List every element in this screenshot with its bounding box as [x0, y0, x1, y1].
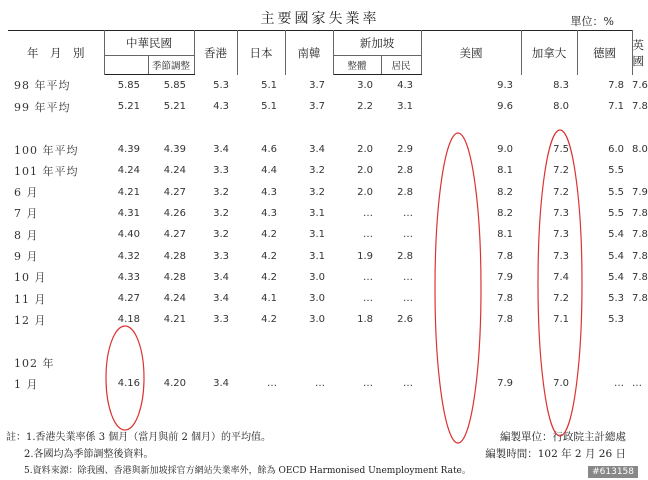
table-cell: 3.2: [213, 229, 229, 241]
table-cell: …: [403, 271, 413, 283]
table-cell: 5.5: [608, 186, 624, 198]
table-cell: 4.20: [163, 378, 186, 390]
table-cell: 4.27: [163, 229, 186, 241]
table-cell: 3.3: [213, 314, 229, 326]
table-cell: 7.3: [553, 250, 569, 262]
table-cell: 4.2: [261, 250, 277, 262]
table-cell: 4.32: [117, 250, 140, 262]
header-sg-res: 居民: [381, 56, 421, 75]
compiler-label: 編製單位：行政院主計總處: [500, 431, 626, 443]
table-cell: 3.4: [213, 144, 229, 156]
table-cell: 4.3: [213, 101, 229, 113]
table-cell: 7.8: [497, 250, 513, 262]
table-cell: 4.33: [117, 271, 140, 283]
table-cell: 8.1: [497, 229, 513, 241]
table-cell: 4.24: [163, 165, 186, 177]
table-cell: 7.5: [553, 144, 569, 156]
table-cell: 3.4: [213, 378, 229, 390]
table-row: 100 年平均 4.39 4.39 3.4 4.6 3.4 2.0 2.9 9.0 7.5 6.0 8.0: [8, 139, 632, 160]
table-row: 1 月 4.16 4.20 3.4 … … … … 7.9 7.0 … …: [8, 373, 632, 394]
header-de: 德國: [577, 31, 632, 75]
row-label: 1 月: [14, 377, 39, 391]
table-cell: 4.31: [117, 207, 140, 219]
table-cell: 3.4: [213, 271, 229, 283]
table-row: 10 月 4.33 4.28 3.4 4.2 3.0 … … 7.9 7.4 5.4 7.8: [8, 267, 632, 288]
row-label: 6 月: [14, 186, 39, 200]
table-cell: 3.4: [213, 293, 229, 305]
table-cell: 5.1: [261, 79, 277, 91]
table-cell: 4.24: [117, 165, 140, 177]
table-cell: 4.40: [117, 229, 140, 241]
table-cell: 4.6: [261, 144, 277, 156]
table-cell: 2.2: [357, 101, 373, 113]
table-cell: 3.1: [309, 229, 325, 241]
table-cell: 4.27: [163, 186, 186, 198]
table-cell: 3.0: [309, 314, 325, 326]
table-row: 7 月 4.31 4.26 3.2 4.3 3.1 … … 8.2 7.3 5.5 7.8: [8, 203, 632, 224]
table-cell: 5.85: [163, 80, 186, 92]
table-cell: 4.21: [117, 186, 140, 198]
table-cell: 4.3: [261, 186, 277, 198]
table-cell: 2.0: [357, 186, 373, 198]
table-cell: 9.0: [497, 144, 513, 156]
table-cell: 8.2: [497, 207, 513, 219]
table-cell: 8.1: [497, 165, 513, 177]
header-sg: 新加坡: [333, 31, 421, 56]
table-cell: …: [267, 378, 277, 390]
table-cell: 3.7: [309, 79, 325, 91]
header-us: 美國: [421, 31, 521, 75]
footnote-source: 5.資料來源：除我國、香港與新加坡採官方網站失業率外，餘為 OECD Harmonised Unemployment Rate。: [24, 466, 471, 476]
table-cell: 5.21: [163, 101, 186, 113]
table-cell: 5.85: [117, 80, 140, 92]
table-cell: 5.5: [608, 207, 624, 219]
table-cell: 4.18: [117, 314, 140, 326]
table-cell: 9.3: [497, 79, 513, 91]
circle-twn-rows: [106, 326, 144, 430]
table-cell: 9.6: [497, 101, 513, 113]
row-label: 9 月: [14, 250, 39, 264]
table-cell: 3.0: [309, 293, 325, 305]
row-label: 8 月: [14, 228, 39, 242]
table-row: 98 年平均 5.85 5.85 5.3 5.1 3.7 3.0 4.3 9.3 8.3 7.8 7.6: [8, 75, 632, 97]
table-cell: 4.3: [397, 80, 413, 92]
table-cell: 3.0: [357, 80, 373, 92]
table-cell: 3.1: [397, 101, 413, 113]
table-cell: 4.27: [117, 293, 140, 305]
row-label: 11 月: [14, 292, 47, 306]
row-label: 101 年平均: [14, 164, 79, 178]
table-cell: 3.1: [309, 250, 325, 262]
table-cell: 3.2: [309, 165, 325, 177]
table-cell: 5.4: [608, 229, 624, 241]
header-period: 年 月 別: [8, 31, 104, 75]
table-cell: 5.5: [608, 165, 624, 177]
table-cell: …: [403, 378, 413, 390]
table-row: 11 月 4.27 4.24 3.4 4.1 3.0 … … 7.8 7.2 5.3 7.8: [8, 288, 632, 309]
table-cell: 5.3: [608, 314, 624, 326]
table-cell: 4.2: [261, 271, 277, 283]
header-ca: 加拿大: [521, 31, 577, 75]
table-cell: 7.2: [553, 165, 569, 177]
table-cell: 1.8: [357, 314, 373, 326]
table-cell: 7.2: [553, 186, 569, 198]
table-cell: 7.3: [553, 207, 569, 219]
table-cell: 7.0: [553, 378, 569, 390]
header-sg-total: 整體: [333, 56, 381, 75]
table-cell: 5.3: [213, 79, 229, 91]
header-twn-sa: 季節調整: [148, 56, 194, 75]
row-label: 7 月: [14, 207, 39, 221]
table-row: 9 月 4.32 4.28 3.3 4.2 3.1 1.9 2.8 7.8 7.3 5.4 7.8: [8, 245, 632, 266]
table-cell: 2.0: [357, 144, 373, 156]
table-row: 6 月 4.21 4.27 3.2 4.3 3.2 2.0 2.8 8.2 7.2 5.5 7.9: [8, 181, 632, 202]
table-cell: 4.21: [163, 314, 186, 326]
table-cell: 4.39: [117, 144, 140, 156]
table-cell: 4.2: [261, 229, 277, 241]
table-cell: 3.0: [309, 271, 325, 283]
row-label: 100 年平均: [14, 143, 79, 157]
table-cell: 2.6: [397, 314, 413, 326]
table-cell: …: [315, 378, 325, 390]
table-cell: 7.2: [553, 293, 569, 305]
table-cell: 4.4: [261, 165, 277, 177]
table-cell: 2.8: [397, 186, 413, 198]
table-cell: …: [403, 207, 413, 219]
table-cell: 4.2: [261, 314, 277, 326]
table-cell: 7.3: [553, 229, 569, 241]
table-row: 8 月 4.40 4.27 3.2 4.2 3.1 … … 8.1 7.3 5.4 7.8: [8, 224, 632, 245]
table-cell: 5.3: [608, 293, 624, 305]
row-label: 98 年平均: [14, 79, 71, 93]
table-cell: 7.8: [608, 79, 624, 91]
table-cell: 3.2: [213, 207, 229, 219]
table-cell: 7.1: [553, 314, 569, 326]
table-cell: …: [363, 229, 373, 241]
footnote-2: 2.各國均為季節調整後資料。: [24, 449, 154, 460]
table-cell: 4.28: [163, 271, 186, 283]
table-cell: 8.3: [553, 79, 569, 91]
table-cell: 4.28: [163, 250, 186, 262]
table-cell: 3.1: [309, 207, 325, 219]
header-hk: 香港: [194, 31, 237, 75]
table-cell: 4.1: [261, 293, 277, 305]
page-title: 主要國家失業率: [260, 11, 380, 27]
table-cell: 2.0: [357, 165, 373, 177]
table-cell: 3.3: [213, 250, 229, 262]
table-cell: 2.9: [397, 144, 413, 156]
header-kr: 南韓: [285, 31, 333, 75]
table-cell: 2.8: [397, 165, 413, 177]
table-cell: …: [363, 378, 373, 390]
table-cell: 7.4: [553, 271, 569, 283]
circle-us-column: [435, 133, 481, 443]
table-cell: 3.2: [213, 186, 229, 198]
unemployment-table: 年 月 別 中華民國 香港 日本 南韓 新加坡 美國 加拿大 德國 英國 季節調整 整體 居民 98 年平均 5.85 5.85 5.3 5.1 3.7 3.0 4.3 9.3 8.3 7.8 7.6 99 年平均 5.21 5.21 4.3 5.1 3.7 2.2 3.1 9.6 8.0 7.1 7.8 100 年平均 4.39 4.39 3.4 4.6 3.4 2.0 2.9 9.0 7.5 6.0 8.0 101 年平均 4.24 4.24 3.3 4.4 3.2 2.0 2.8 8.1 7.2 5.5 6 月 4.21 4.27 3.2 4.3 3.2 2.0 2.8 8.2 7.2 5.5 7.9 7 月 4.31 4.26 3.2 4.3 3.1 … … 8.2 7.3 5.5 7.8 8 月 4.40 4.27 3.2 4.2 3.1 … … 8.1 7.3 5.4 7.8 9 月 4.32 4.28 3.3 4.2 3.1 1.9 2.8 7.8 7.3 5.4 7.8 10 月 4.33 4.28 3.4 4.2 3.0 … … 7.9 7.4 5.4 7.8 11 月 4.27 4.24 3.4 4.1 3.0 … … 7.8 7.2 5.3 7.8 12 月 4.18 4.21 3.3 4.2 3.0 1.8 2.6 7.8 7.1 5.3 102 年 1 月 4.16 4.20 3.4 … … … … 7.9 7.0 … …: [8, 30, 632, 394]
watermark: #613158: [588, 466, 638, 478]
row-label: 99 年平均: [14, 100, 71, 114]
table-cell: 3.7: [309, 101, 325, 113]
header-twn: 中華民國: [104, 31, 194, 56]
table-cell: 1.9: [357, 250, 373, 262]
table-cell: 7.9: [497, 378, 513, 390]
table-cell: 7.9: [497, 271, 513, 283]
table-cell: 6.0: [608, 144, 624, 156]
table-cell: …: [363, 207, 373, 219]
table-cell: 4.24: [163, 293, 186, 305]
table-cell: …: [403, 293, 413, 305]
table-cell: 3.4: [309, 144, 325, 156]
table-cell: 7.8: [497, 293, 513, 305]
table-cell: 5.21: [117, 101, 140, 113]
header-jp: 日本: [237, 31, 285, 75]
table-cell: …: [363, 271, 373, 283]
row-label: 12 月: [14, 313, 47, 327]
table-cell: 3.3: [213, 165, 229, 177]
row-label: 10 月: [14, 271, 47, 285]
table-cell: …: [614, 378, 624, 390]
table-cell: 2.8: [397, 250, 413, 262]
table-cell: …: [363, 293, 373, 305]
table-cell: …: [403, 229, 413, 241]
row-label: 102 年: [14, 356, 55, 370]
table-cell: 5.4: [608, 271, 624, 283]
table-row: 99 年平均 5.21 5.21 4.3 5.1 3.7 2.2 3.1 9.6 8.0 7.1 7.8: [8, 96, 632, 117]
table-cell: 8.0: [553, 101, 569, 113]
table-cell: 8.2: [497, 186, 513, 198]
table-cell: 7.8: [497, 314, 513, 326]
circle-de-column: [538, 130, 582, 436]
compile-date: 編製時間：102 年 2 月 26 日: [485, 448, 626, 460]
table-cell: 4.39: [163, 144, 186, 156]
table-cell: 5.1: [261, 101, 277, 113]
table-cell: 3.2: [309, 186, 325, 198]
table-cell: 4.16: [117, 378, 140, 390]
table-cell: 4.26: [163, 207, 186, 219]
table-cell: 4.3: [261, 207, 277, 219]
table-cell: 5.4: [608, 250, 624, 262]
unit-label: 單位：%: [570, 15, 614, 28]
table-cell: 7.1: [608, 101, 624, 113]
footnote-1: 註：1.香港失業率係 3 個月（當月與前 2 個月）的平均值。: [6, 432, 271, 443]
